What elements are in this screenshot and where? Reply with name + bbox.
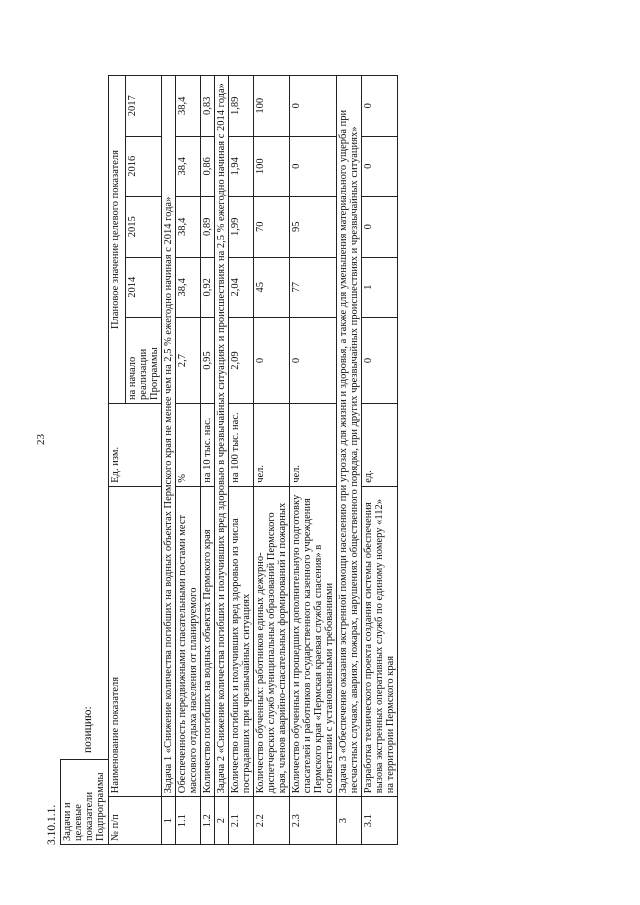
value-2017: 0,83 bbox=[201, 76, 215, 137]
section-label: 3.10.1.1. bbox=[46, 804, 58, 845]
unit-cell: % bbox=[176, 404, 201, 487]
header-year-2015: 2015 bbox=[126, 197, 162, 258]
task-row bbox=[162, 76, 176, 845]
indicator-name: Разработка технического проекта создания системы обеспечения вызова экстренных оперативных служб по единому номеру «112» на территории Пермского края bbox=[362, 486, 398, 796]
value-2015: 0,89 bbox=[201, 197, 215, 258]
indicator-table bbox=[108, 75, 398, 845]
value-2017: 0 bbox=[362, 76, 398, 137]
value-2015: 70 bbox=[254, 197, 290, 258]
row-num: 2.1 bbox=[229, 797, 254, 845]
header-start: на начало реализации Программы bbox=[126, 318, 162, 404]
value-2017: 0 bbox=[290, 76, 337, 137]
indicator-name: Количество погибших и получивших вред здоровью из числа пострадавших при чрезвычайных ситуациях bbox=[229, 486, 254, 796]
row-num: 3.1 bbox=[362, 797, 398, 845]
unit-cell: на 10 тыс. нас. bbox=[201, 404, 215, 487]
start-value: 0 bbox=[254, 318, 290, 404]
header-unit: Ед. изм. bbox=[109, 404, 162, 487]
row-num: 2 bbox=[215, 797, 229, 845]
value-2017: 38,4 bbox=[176, 76, 201, 137]
value-2014: 2,04 bbox=[229, 257, 254, 318]
table-row bbox=[362, 76, 398, 845]
row-num: 3 bbox=[337, 797, 362, 845]
value-2017: 100 bbox=[254, 76, 290, 137]
unit-cell: чел. bbox=[254, 404, 290, 487]
section-lead bbox=[46, 75, 108, 845]
table-row bbox=[254, 76, 290, 845]
header-year-2014: 2014 bbox=[126, 257, 162, 318]
task-row bbox=[215, 76, 229, 845]
header-num: № п/п bbox=[109, 797, 162, 845]
row-num: 2.3 bbox=[290, 797, 337, 845]
value-2016: 38,4 bbox=[176, 136, 201, 197]
value-2016: 100 bbox=[254, 136, 290, 197]
value-2016: 1,94 bbox=[229, 136, 254, 197]
value-2014: 0,92 bbox=[201, 257, 215, 318]
left-box-label: Задачи и целевые показатели Подпрограммы bbox=[60, 759, 108, 845]
value-2015: 38,4 bbox=[176, 197, 201, 258]
start-value: 2,09 bbox=[229, 318, 254, 404]
value-2015: 1,99 bbox=[229, 197, 254, 258]
task-text: Задача 3 «Обеспечение оказания экстренной помощи населению при угрозах для жизни и здоровья, а также для уменьшения материального ущерба при несчастных случаях, авариях, пожарах, нарушениях общественного порядка, при других чрезвычайных происшествиях и чрезвычайных ситуациях» bbox=[337, 76, 362, 797]
value-2014: 1 bbox=[362, 257, 398, 318]
value-2016: 0 bbox=[290, 136, 337, 197]
indicator-name: Обеспеченность передвижными спасательными постами мест массового отдыха населения от планируемого bbox=[176, 486, 201, 796]
start-value: 2,7 bbox=[176, 318, 201, 404]
intro-word: позицию: bbox=[82, 706, 94, 753]
indicator-name: Количество погибших на водных объектах Пермского края bbox=[201, 486, 215, 796]
row-num: 1.2 bbox=[201, 797, 215, 845]
value-2014: 77 bbox=[290, 257, 337, 318]
unit-cell: на 100 тыс. нас. bbox=[229, 404, 254, 487]
value-2014: 45 bbox=[254, 257, 290, 318]
unit-cell: ед. bbox=[362, 404, 398, 487]
task-text: Задача 1 «Снижение количества погибших на водных объектах Пермского края не менее чем на 2,5 % ежегодно начиная с 2014 года» bbox=[162, 76, 176, 797]
table-row bbox=[176, 76, 201, 845]
start-value: 0 bbox=[290, 318, 337, 404]
value-2014: 38,4 bbox=[176, 257, 201, 318]
header-year-2017: 2017 bbox=[126, 76, 162, 137]
header-name: Наименование показателя bbox=[109, 486, 162, 796]
table-row bbox=[201, 76, 215, 845]
value-2016: 0 bbox=[362, 136, 398, 197]
start-value: 0 bbox=[362, 318, 398, 404]
rotated-page bbox=[46, 75, 605, 845]
task-text: Задача 2 «Снижение количества погибших и получивших вред здоровью в чрезвычайных ситуациях и происшествиях на 2,5 % ежегодно начиная с 2014 года» bbox=[215, 76, 229, 797]
row-num: 1.1 bbox=[176, 797, 201, 845]
page-number: 23 bbox=[35, 434, 47, 445]
value-2015: 95 bbox=[290, 197, 337, 258]
row-num: 2.2 bbox=[254, 797, 290, 845]
header-year-2016: 2016 bbox=[126, 136, 162, 197]
table-row bbox=[229, 76, 254, 845]
start-value: 0,95 bbox=[201, 318, 215, 404]
value-2017: 1,89 bbox=[229, 76, 254, 137]
indicator-name: Количество обученных и прошедших дополнительную подготовку спасателей и работников государственного казенного учреждения Пермского края «Пермская краевая служба спасения» в соответствии с установленными требованиями bbox=[290, 486, 337, 796]
table-body bbox=[162, 76, 398, 845]
indicator-name: Количество обученных: работников единых дежурно-диспетчерских служб муниципальных образований Пермского края, членов аварийно-спасательных формирований и пожарных bbox=[254, 486, 290, 796]
unit-cell: чел. bbox=[290, 404, 337, 487]
header-plan: Плановое значение целевого показателя bbox=[109, 76, 126, 404]
value-2016: 0,86 bbox=[201, 136, 215, 197]
value-2015: 0 bbox=[362, 197, 398, 258]
row-num: 1 bbox=[162, 797, 176, 845]
task-row bbox=[337, 76, 362, 845]
table-row bbox=[290, 76, 337, 845]
